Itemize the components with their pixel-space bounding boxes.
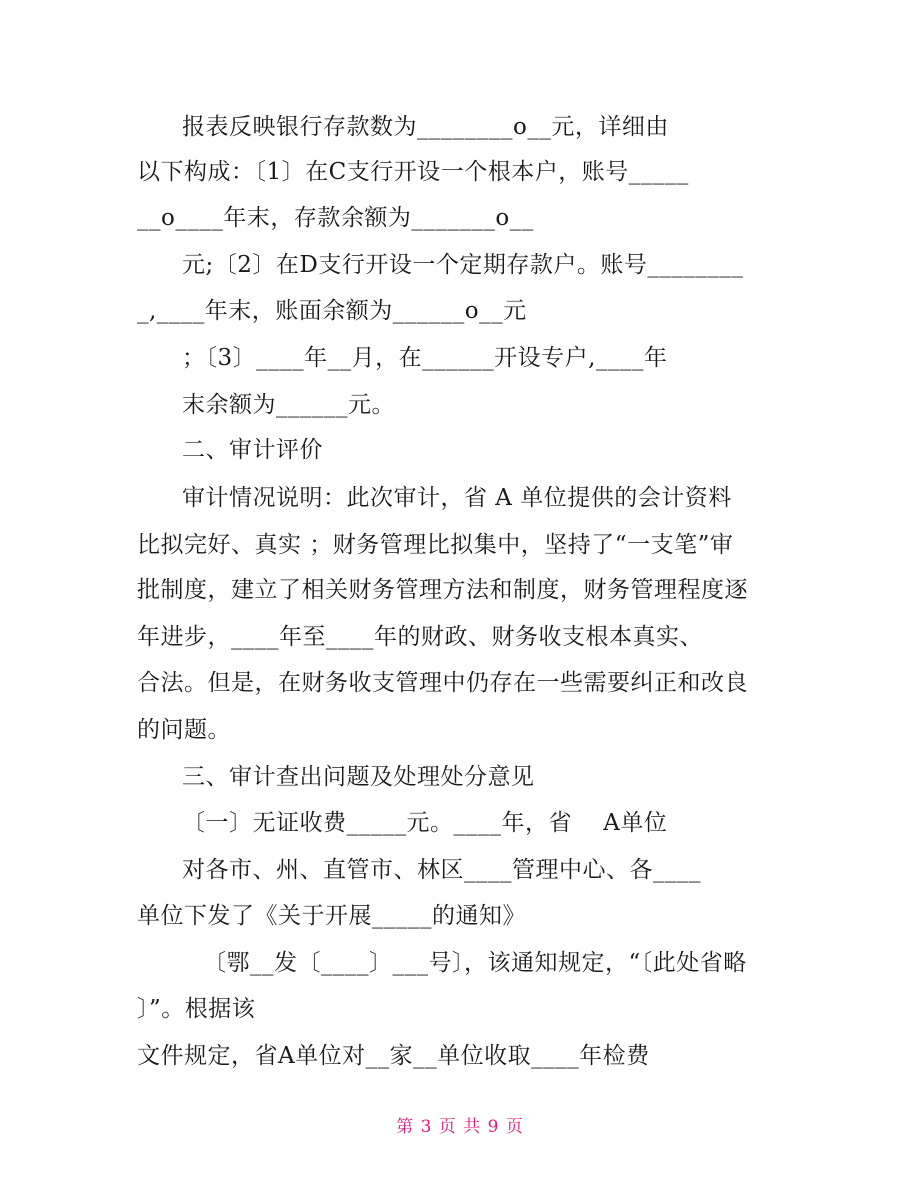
text-line-5: _,____年末，账面余额为______o__元 xyxy=(137,298,527,324)
text-line-16: 〔一〕无证收费_____元。____年，省 A单位 xyxy=(182,810,668,836)
text-line-20: 〕”。根据该 xyxy=(137,996,256,1022)
section-heading-3: 三、审计查出问题及处理处分意见 xyxy=(182,764,535,790)
section-heading-2: 二、审计评价 xyxy=(182,437,323,463)
text-line-14: 的问题。 xyxy=(137,717,231,743)
text-line-11: 批制度，建立了相关财务管理方法和制度，财务管理程度逐 xyxy=(137,577,748,603)
text-line-6: ；〔3〕____年__月，在______开设专户,____年 xyxy=(182,345,668,371)
page-number-footer: 第 3 页 共 9 页 xyxy=(396,1117,524,1137)
text-line-7: 末余额为______元。 xyxy=(182,392,395,418)
text-line-1: 报表反映银行存款数为________o__元，详细由 xyxy=(182,114,669,140)
text-line-13: 合法。但是，在财务收支管理中仍存在一些需要纠正和改良 xyxy=(137,670,748,696)
text-line-12: 年进步，____年至____年的财政、财务收支根本真实、 xyxy=(137,624,703,650)
text-line-18: 单位下发了《关于开展_____的通知》 xyxy=(137,903,526,929)
text-line-19: 〔鄂__发〔____〕___号〕，该通知规定，“〔此处省略 xyxy=(203,950,747,976)
text-line-17: 对各市、州、直管市、林区____管理中心、各____ xyxy=(182,857,701,883)
text-line-9: 审计情况说明：此次审计，省 A 单位提供的会计资料 xyxy=(182,485,732,511)
text-line-3: __o____年末，存款余额为_______o__ xyxy=(137,205,534,231)
text-line-2: 以下构成：〔1〕在C支行开设一个根本户，账号_____ xyxy=(137,159,689,185)
text-line-4: 元;〔2〕在D支行开设一个定期存款户。账号________ xyxy=(182,252,744,278)
text-line-21: 文件规定，省A单位对__家__单位收取____年检费 xyxy=(137,1043,650,1069)
text-line-10: 比拟完好、真实 ；财务管理比拟集中，坚持了“一支笔”审 xyxy=(137,532,734,558)
